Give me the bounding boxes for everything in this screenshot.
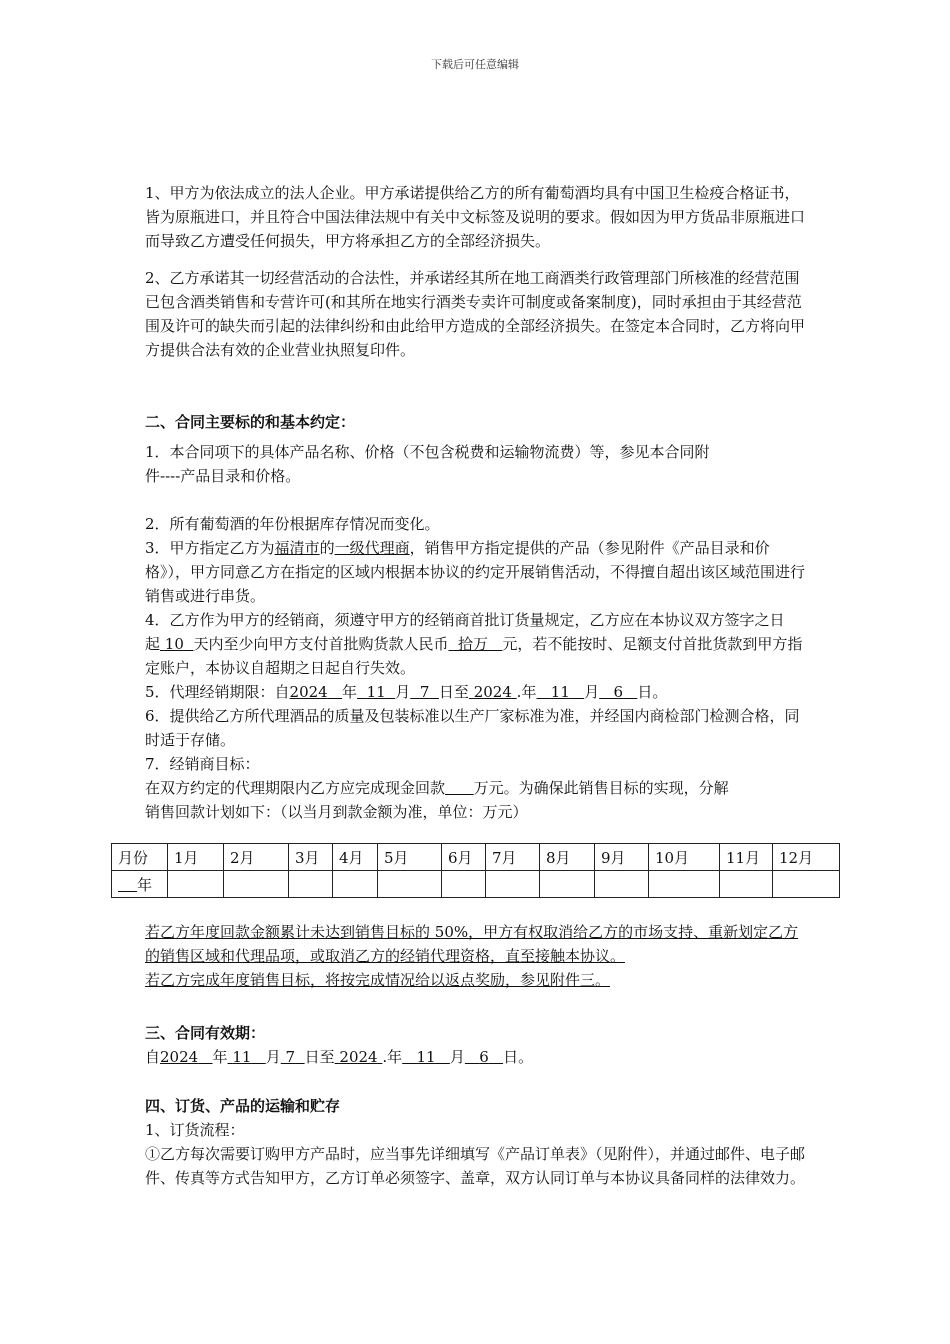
item-2: 2．所有葡萄酒的年份根据库存情况而变化。 <box>145 515 440 533</box>
table-cell <box>442 871 486 898</box>
validity-start-month: 11 <box>232 1048 252 1066</box>
item-5: 5．代理经销期限：自2024 年 11 月 7 日至 2024 .年 11 月 6 日。 <box>145 683 668 701</box>
table-header-cell: 月份 <box>112 844 168 871</box>
target-penalty-note: 若乙方年度回款金额累计未达到销售目标的 50%，甲方有权取消给乙方的市场支持、重新划定乙方的销售区域和代理品项，或取消乙方的经销代理资格，直至接触本协议。 <box>145 923 799 965</box>
section-4-title: 四、订货、产品的运输和贮存 <box>145 1097 341 1115</box>
table-cell <box>224 871 289 898</box>
target-reward-note: 若乙方完成年度销售目标，将按完成情况给以返点奖励，参见附件三。 <box>145 971 611 989</box>
item-3 <box>145 536 811 608</box>
section-4 <box>145 1094 811 1190</box>
table-cell <box>333 871 378 898</box>
validity-start-year: 2024 <box>160 1048 199 1066</box>
table-cell <box>649 871 720 898</box>
table-header-cell: 5月 <box>378 844 442 871</box>
start-year: 2024 <box>289 683 328 701</box>
item-7: 7．经销商目标： <box>145 755 260 773</box>
table-header-cell: 6月 <box>442 844 486 871</box>
sales-plan-table <box>111 843 840 898</box>
table-cell <box>289 871 333 898</box>
validity-period: 自2024 年 11 月 7 日至 2024 .年 11 月 6 日。 <box>145 1048 534 1066</box>
item-7-target: 在双方约定的代理期限内乙方应完成现金回款 万元。为确保此销售目标的实现，分解 <box>145 779 729 797</box>
table-header-cell: 11月 <box>720 844 773 871</box>
table-cell <box>378 871 442 898</box>
section-2 <box>145 410 811 824</box>
item-1 <box>145 440 811 488</box>
first-payment-amount: 拾万 <box>458 635 489 653</box>
table-header-row <box>112 844 840 871</box>
table-header-cell: 7月 <box>486 844 540 871</box>
table-cell <box>540 871 595 898</box>
item-3-de: 的 <box>319 539 335 557</box>
end-month: 11 <box>550 683 570 701</box>
agent-level: 一级代理商 <box>334 539 410 557</box>
clause-2-text: 2、乙方承诺其一切经营活动的合法性，并承诺经其所在地工商酒类行政管理部门所核准的经营范围已包含酒类销售和专营许可(和其所在地实行酒类专卖许可制度或备案制度)，同时承担由于其经营范围及许可的缺失而引起的法律纠纷和由此给甲方造成的全部经济损失。在签定本合同时，乙方将向甲方提供合法有效的企业营业执照复印件。 <box>145 269 806 359</box>
target-notes <box>145 920 811 992</box>
table-cell <box>773 871 840 898</box>
section-3 <box>145 1021 811 1069</box>
validity-start-day: 7 <box>285 1048 296 1066</box>
table-header-cell: 1月 <box>168 844 224 871</box>
clause-2 <box>145 266 811 362</box>
item-4-middle: 天内至少向甲方支付首批购货款人民币 <box>193 635 449 653</box>
table-cell <box>168 871 224 898</box>
table-header-cell: 12月 <box>773 844 840 871</box>
table-header-cell: 10月 <box>649 844 720 871</box>
clause-1 <box>145 181 811 253</box>
table-header-cell: 9月 <box>595 844 649 871</box>
validity-end-day: 6 <box>479 1048 489 1066</box>
end-year: 2024 <box>473 683 512 701</box>
table-row <box>112 871 840 898</box>
page-header: 下载后可任意编辑 <box>431 58 519 71</box>
table-cell <box>486 871 540 898</box>
start-month: 11 <box>366 683 386 701</box>
item-3-prefix: 3．甲方指定乙方为 <box>145 539 275 557</box>
order-process-label: 1、订货流程： <box>145 1121 245 1139</box>
item-1-line-a: 1．本合同项下的具体产品名称、价格（不包含税费和运输物流费）等，参见本合同附 <box>145 443 710 461</box>
table-header-cell: 2月 <box>224 844 289 871</box>
start-day: 7 <box>419 683 430 701</box>
item-7-plan-note: 销售回款计划如下：（以当月到款金额为准，单位：万元） <box>145 803 528 821</box>
end-day: 6 <box>613 683 624 701</box>
item-4-prefix: 4．乙方作为甲方的经销商，须遵守甲方的经销商首批订货量规定，乙方应在本协议双方签字之日起 <box>145 611 785 653</box>
section-3-title: 三、合同有效期： <box>145 1024 266 1042</box>
validity-end-month: 11 <box>416 1048 436 1066</box>
item-1-line-b: 件----产品目录和价格。 <box>145 467 301 485</box>
agent-city: 福清市 <box>274 539 320 557</box>
section-2-title: 二、合同主要标的和基本约定： <box>145 413 356 431</box>
table-header-cell: 3月 <box>289 844 333 871</box>
year-cell: 年 <box>112 871 168 898</box>
item-4-suffix: 元，若不能按时、足额支付首批货款到甲方指定账户，本协议自超期之日起自行失效。 <box>145 635 803 677</box>
item-4 <box>145 608 811 680</box>
table-cell <box>595 871 649 898</box>
table-cell <box>720 871 773 898</box>
validity-end-year: 2024 <box>339 1048 378 1066</box>
table-header-cell: 8月 <box>540 844 595 871</box>
item-3-suffix: ，销售甲方指定提供的产品（参见附件《产品目录和价格》），甲方同意乙方在指定的区域内根据本协议的约定开展销售活动，不得擅自超出该区域范围进行销售或进行串货。 <box>145 539 806 605</box>
order-process-step-1: ①乙方每次需要订购甲方产品时，应当事先详细填写《产品订单表》（见附件），并通过邮件、电子邮件、传真等方式告知甲方，乙方订单必须签字、盖章，双方认同订单与本协议具备同样的法律效力。 <box>145 1145 806 1187</box>
clause-1-text: 1、甲方为依法成立的法人企业。甲方承诺提供给乙方的所有葡萄酒均具有中国卫生检疫合格证书，皆为原瓶进口，并且符合中国法律法规中有关中文标签及说明的要求。假如因为甲方货品非原瓶进口而导致乙方遭受任何损失，甲方将承担乙方的全部经济损失。 <box>145 184 806 250</box>
first-payment-days: 10 <box>164 635 184 653</box>
item-6: 6．提供给乙方所代理酒品的质量及包装标准以生产厂家标准为准，并经国内商检部门检测合格，同时适于存储。 <box>145 707 800 749</box>
table-header-cell: 4月 <box>333 844 378 871</box>
